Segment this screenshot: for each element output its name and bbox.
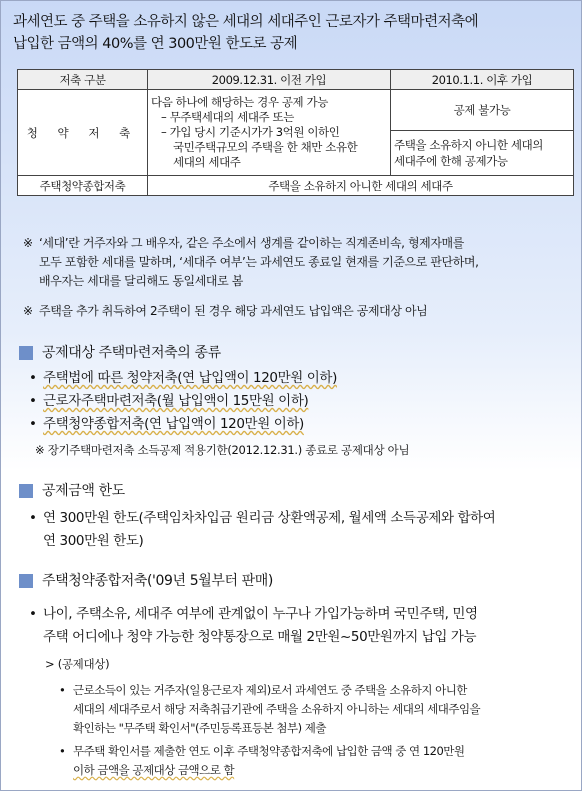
bullet-icon: • — [29, 393, 37, 409]
condition-line: 다음 하나에 해당하는 경우 공제 가능 — [151, 95, 328, 109]
list-item-text: 주택청약종합저축(연 납입액이 120만원 이하) — [43, 416, 304, 432]
list-item — [29, 413, 569, 436]
section-title: 공제금액 한도 — [42, 483, 125, 499]
sub-item-line: 무주택 확인서를 제출한 연도 이후 주택청약종합저축에 납입한 금액 중 연 120만원 — [73, 744, 465, 758]
heading-square-icon — [19, 484, 33, 498]
sub-label-target: > (공제대상) — [45, 657, 110, 671]
deduction-table — [17, 69, 574, 196]
intro-line-2: 납입한 금액의 40%를 연 300만원 한도로 공제 — [13, 36, 298, 52]
condition-line: – 무주택세대의 세대주 또는 — [161, 110, 294, 124]
list-item-text: 근로자주택마련저축(월 납입액이 15만원 이하) — [43, 393, 309, 409]
note-mark: ※ — [23, 236, 33, 250]
intro-text — [13, 11, 573, 55]
after-allowed-cell — [391, 131, 574, 176]
heading-square-icon — [19, 346, 33, 360]
table-header-before: 2009.12.31. 이전 가입 — [148, 70, 391, 90]
list-item — [59, 742, 569, 780]
table-header-row — [18, 70, 574, 90]
list-item-text: 연 300만원 한도(주택임차차입금 원리금 상환액공제, 월세액 소득공제와 합하여 — [43, 510, 496, 526]
after-allowed-line-1: 주택을 소유하지 아니한 세대의 — [394, 138, 543, 152]
row-label-combined: 주택청약종합저축 — [18, 176, 148, 196]
intro-line-1: 과세연도 중 주택을 소유하지 않은 세대의 세대주인 근로자가 주택마련저축에 — [13, 14, 479, 30]
list-item-continuation: 연 300만원 한도) — [43, 533, 144, 549]
condition-line: 세대의 세대주 — [173, 155, 241, 169]
note-household — [23, 234, 571, 291]
target-sub-list — [59, 681, 569, 784]
row-label-cheongyak: 청 약 저 축 — [18, 90, 148, 176]
table-row — [18, 90, 574, 131]
after-not-allowed: 공제 불가능 — [391, 90, 574, 131]
list-item — [29, 390, 569, 413]
bullet-icon: • — [29, 510, 37, 526]
note-line: 배우자는 세대를 달리해도 동일세대로 봄 — [39, 274, 243, 288]
row-combined-value: 주택을 소유하지 아니한 세대의 세대주 — [148, 176, 574, 196]
section-title: 공제대상 주택마련저축의 종류 — [42, 345, 221, 361]
section-title: 주택청약종합저축('09년 5월부터 판매) — [42, 573, 273, 589]
small-bullet-icon: • — [59, 683, 66, 697]
combined-savings-list — [29, 603, 569, 649]
sub-item-line: 이하 금액을 공제대상 금액으로 함 — [73, 763, 235, 777]
sub-item-line: 근로소득이 있는 거주자(일용근로자 제외)로서 과세연도 중 주택을 소유하지 아니한 — [73, 683, 467, 697]
list-item-text: 나이, 주택소유, 세대주 여부에 관계없이 누구나 가입가능하며 국민주택, 민영 — [43, 606, 478, 622]
note-mark: ※ — [23, 304, 33, 318]
limit-list — [29, 507, 569, 553]
condition-line: – 가입 당시 기준시가가 3억원 이하인 — [161, 125, 340, 139]
list-item — [29, 367, 569, 390]
after-allowed-line-2: 세대주에 한해 공제가능 — [394, 154, 508, 168]
savings-types-list — [29, 367, 569, 436]
list-item — [59, 681, 569, 738]
heading-square-icon — [19, 574, 33, 588]
condition-line: 국민주택규모의 주택을 한 채만 소유한 — [173, 140, 358, 154]
table-header-type: 저축 구분 — [18, 70, 148, 90]
note-line: 모두 포함한 세대를 말하며, ‘세대주 여부’는 과세연도 종료일 현재를 기준으로 판단하며, — [39, 255, 479, 269]
list-item-continuation: 주택 어디에나 청약 가능한 청약통장으로 매월 2만원~50만원까지 납입 가능 — [43, 629, 477, 645]
section-heading-types — [19, 343, 559, 363]
table-row — [18, 176, 574, 196]
section-heading-combined-savings — [19, 571, 559, 591]
note-second-house — [23, 302, 571, 321]
section-heading-limit — [19, 481, 559, 501]
row-condition-cell — [148, 90, 391, 176]
sub-item-line: 확인하는 "무주택 확인서"(주민등록표등본 첨부) 제출 — [73, 721, 326, 735]
table-header-after: 2010.1.1. 이후 가입 — [391, 70, 574, 90]
bullet-icon: • — [29, 370, 37, 386]
note-long-term-savings: ※ 장기주택마련저축 소득공제 적용기한(2012.12.31.) 종료로 공제대상 아님 — [35, 443, 410, 457]
small-bullet-icon: • — [59, 744, 66, 758]
note-line: ‘세대’란 거주자와 그 배우자, 같은 주소에서 생계를 같이하는 직계존비속, 형제자매를 — [39, 236, 464, 250]
list-item — [29, 507, 569, 530]
sub-item-line: 세대의 세대주로서 해당 저축취급기관에 주택을 소유하지 아니하는 세대의 세대주임을 — [73, 702, 481, 716]
list-item — [29, 603, 569, 626]
bullet-icon: • — [29, 416, 37, 432]
list-item-text: 주택법에 따른 청약저축(연 납입액이 120만원 이하) — [43, 370, 337, 386]
note-line: 주택을 추가 취득하여 2주택이 된 경우 해당 과세연도 납입액은 공제대상 아님 — [39, 304, 428, 318]
bullet-icon: • — [29, 606, 37, 622]
